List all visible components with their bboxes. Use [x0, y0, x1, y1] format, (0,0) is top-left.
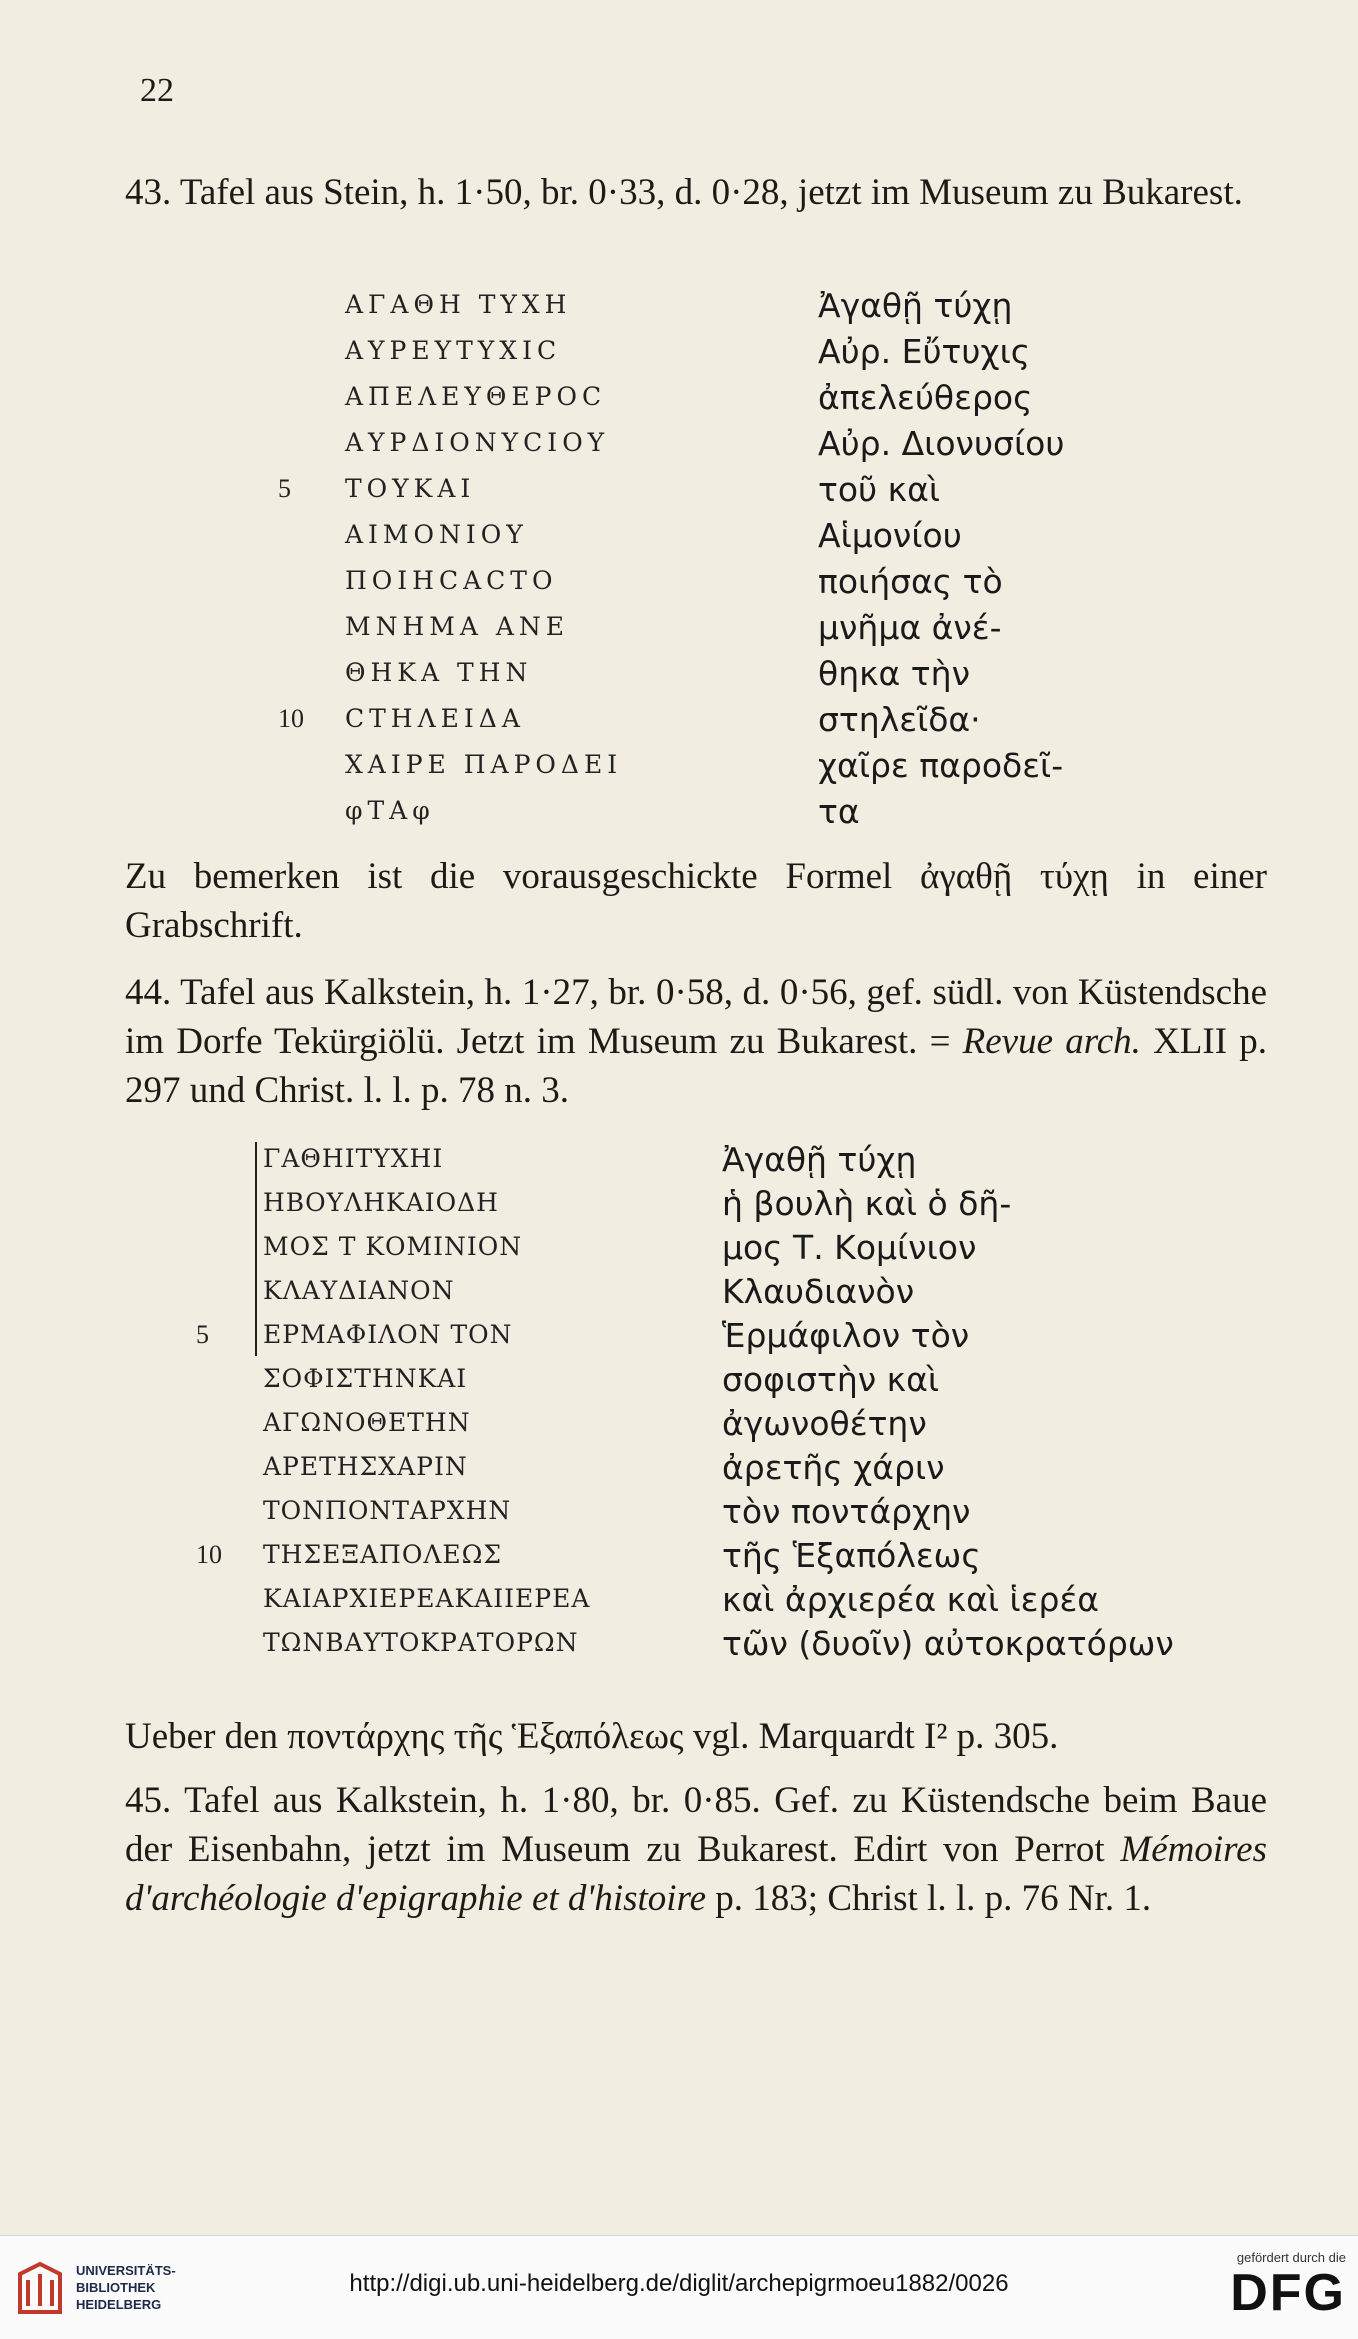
- inscription-transcription-line: τῶν (δυοῖν) αὐτοκρατόρων: [722, 1624, 1174, 1663]
- inscription-caps-line: ΧΑΙΡΕ ΠΑΡΟΔΕΙ: [345, 750, 623, 779]
- library-name-line: BIBLIOTHEK: [76, 2280, 156, 2295]
- inscription-caps-line: ΓΑΘΗΙΤΥΧΗΙ: [263, 1144, 444, 1173]
- inscription-caps-line: ΜΟΣ Τ ΚΟΜΙΝΙΟΝ: [263, 1232, 523, 1261]
- inscription-transcription-line: καὶ ἀρχιερέα καὶ ἱερέα: [722, 1580, 1100, 1619]
- inscription-transcription-line: Αὐρ. Εὔτυχις: [818, 332, 1031, 371]
- inscription-caps-line: ΑΥΡΕΥΤΥΧΙϹ: [345, 336, 562, 365]
- library-name-line: UNIVERSITÄTS-: [76, 2263, 176, 2278]
- inscription-caps-line: ΤΟΥΚΑΙ: [345, 474, 476, 503]
- line-number: 10: [196, 1540, 222, 1569]
- inscription-caps-line: ΑΙΜΟΝΙΟΥ: [345, 520, 528, 549]
- inscription-transcription-line: τὸν ποντάρχην: [722, 1492, 971, 1531]
- inscription-transcription-line: στηλεῖδα·: [818, 700, 981, 739]
- funding-text: gefördert durch die: [1236, 2250, 1346, 2265]
- inscription-caps-line: ΤΟΝΠΟΝΤΑΡΧΗΝ: [263, 1496, 512, 1525]
- inscription-caps-line: ΘΗΚΑ ΤΗΝ: [345, 658, 533, 687]
- permalink-url[interactable]: http://digi.ub.uni-heidelberg.de/diglit/archepigrmoeu1882/0026: [349, 2270, 1009, 2297]
- dfg-wordmark: DFG: [1230, 2264, 1346, 2322]
- entry-43-heading: 43. Tafel aus Stein, h. 1·50, br. 0·33, d. 0·28, jetzt im Museum zu Bukarest.: [125, 172, 1243, 213]
- library-name-line: HEIDELBERG: [76, 2297, 162, 2312]
- inscription-transcription-line: μνῆμα ἀνέ-: [818, 608, 1002, 647]
- entry-45-heading: [125, 1776, 1267, 1923]
- inscription-caps-line: ΑΓΑΘΗ ΤΥΧΗ: [345, 290, 572, 319]
- inscription-caps-line: ΜΝΗΜΑ ΑΝΕ: [345, 612, 570, 641]
- inscription-transcription-line: τα: [818, 792, 860, 831]
- inscription-caps-line: ΑΡΕΤΗΣΧΑΡΙΝ: [263, 1452, 468, 1481]
- inscription-caps-line: ΗΒΟΥΛΗΚΑΙΟΔΗ: [263, 1188, 499, 1217]
- entry-43-note: Zu bemerken ist die vorausgeschickte Formel ἀγαθῇ τύχῃ in einer Grabschrift.: [125, 856, 1267, 946]
- inscription-transcription-line: τοῦ καὶ: [818, 470, 941, 509]
- inscription-transcription-line: Ἀγαθῇ τύχῃ: [818, 286, 1013, 325]
- inscription-transcription-line: ἀρετῆς χάριν: [722, 1448, 945, 1487]
- entry-45-citation: Mémoires d'archéologie d'epigraphie et d'histoire: [125, 1829, 1267, 1919]
- entry-44-citation: Revue arch.: [962, 1021, 1141, 1062]
- inscription-caps-line: φΤΑφ: [345, 796, 435, 825]
- inscription-transcription-line: Αἱμονίου: [818, 516, 962, 555]
- inscription-transcription-line: Αὐρ. Διονυσίου: [818, 424, 1065, 463]
- entry-44-note: Ueber den ποντάρχης τῆς Ἑξαπόλεως vgl. Marquardt I² p. 305.: [125, 1716, 1059, 1757]
- inscription-caps-line: ΤΩΝΒΑΥΤΟΚΡΑΤΟΡΩΝ: [263, 1628, 579, 1657]
- inscription-caps-line: ΚΑΙΑΡΧΙΕΡΕΑΚΑΙΙΕΡΕΑ: [263, 1584, 591, 1613]
- stone-edge-mark: [255, 1142, 257, 1356]
- inscription-transcription-line: τῆς Ἑξαπόλεως: [722, 1536, 981, 1575]
- inscription-transcription-line: ποιήσας τὸ: [818, 562, 1003, 601]
- entry-45-heading-tail: p. 183; Christ l. l. p. 76 Nr. 1.: [706, 1878, 1152, 1919]
- inscription-caps-line: ΣΟΦΙΣΤΗΝΚΑΙ: [263, 1364, 468, 1393]
- inscription-caps-line: ΚΛΑΥΔΙΑΝΟΝ: [263, 1276, 455, 1305]
- inscription-caps-line: ΑΓΩΝΟΘΕΤΗΝ: [263, 1408, 471, 1437]
- page-number: 22: [140, 72, 174, 109]
- inscription-transcription-line: σοφιστὴν καὶ: [722, 1360, 940, 1399]
- inscription-transcription-line: θηκα τὴν: [818, 654, 971, 693]
- inscription-caps-line: ΕΡΜΑΦΙΛΟΝ ΤΟΝ: [263, 1320, 513, 1349]
- line-number: 10: [278, 704, 304, 733]
- viewer-footer: [0, 2235, 1358, 2339]
- entry-44-heading-tail: XLII p. 297 und Christ. l. l. p. 78 n. 3.: [125, 1021, 1267, 1111]
- entry-45-heading-text: 45. Tafel aus Kalkstein, h. 1·80, br. 0·85. Gef. zu Küstendsche beim Baue der Eisenbahn, jetzt im Museum zu Bukarest. Edirt von Perrot: [125, 1780, 1267, 1870]
- inscription-transcription-line: ἀγωνοθέτην: [722, 1404, 927, 1443]
- inscription-transcription-line: Ἑρμάφιλον τὸν: [722, 1316, 970, 1355]
- inscription-caps-line: ΤΗΣΕΞΑΠΟΛΕΩΣ: [263, 1540, 503, 1569]
- dfg-logo[interactable]: [1206, 2250, 1346, 2330]
- inscription-caps-line: ΑΥΡΔΙΟΝΥϹΙΟΥ: [345, 428, 610, 457]
- inscription-transcription-line: Ἀγαθῇ τύχῃ: [722, 1140, 917, 1179]
- inscription-transcription-line: Κλαυδιανὸν: [722, 1272, 915, 1311]
- inscription-transcription-line: χαῖρε παροδεῖ-: [818, 746, 1064, 785]
- entry-44-heading: [125, 968, 1267, 1115]
- line-number: 5: [278, 474, 291, 503]
- line-number: 5: [196, 1320, 209, 1349]
- inscription-transcription-line: μος Τ. Κομίνιον: [722, 1228, 977, 1267]
- inscription-transcription-line: ἀπελεύθερος: [818, 378, 1033, 417]
- inscription-transcription-line: ἡ βουλὴ καὶ ὁ δῆ-: [722, 1184, 1012, 1223]
- inscription-caps-line: ΠΟΙΗϹΑϹΤΟ: [345, 566, 558, 595]
- inscription-caps-line: ϹΤΗΛΕΙΔΑ: [345, 704, 525, 733]
- entry-44-heading-text: 44. Tafel aus Kalkstein, h. 1·27, br. 0·58, d. 0·56, gef. südl. von Küstendsche im Dorfe Tekürgiölü. Jetzt im Museum zu Bukarest. =: [125, 972, 1267, 1062]
- inscription-caps-line: ΑΠΕΛΕΥΘΕΡΟϹ: [345, 382, 607, 411]
